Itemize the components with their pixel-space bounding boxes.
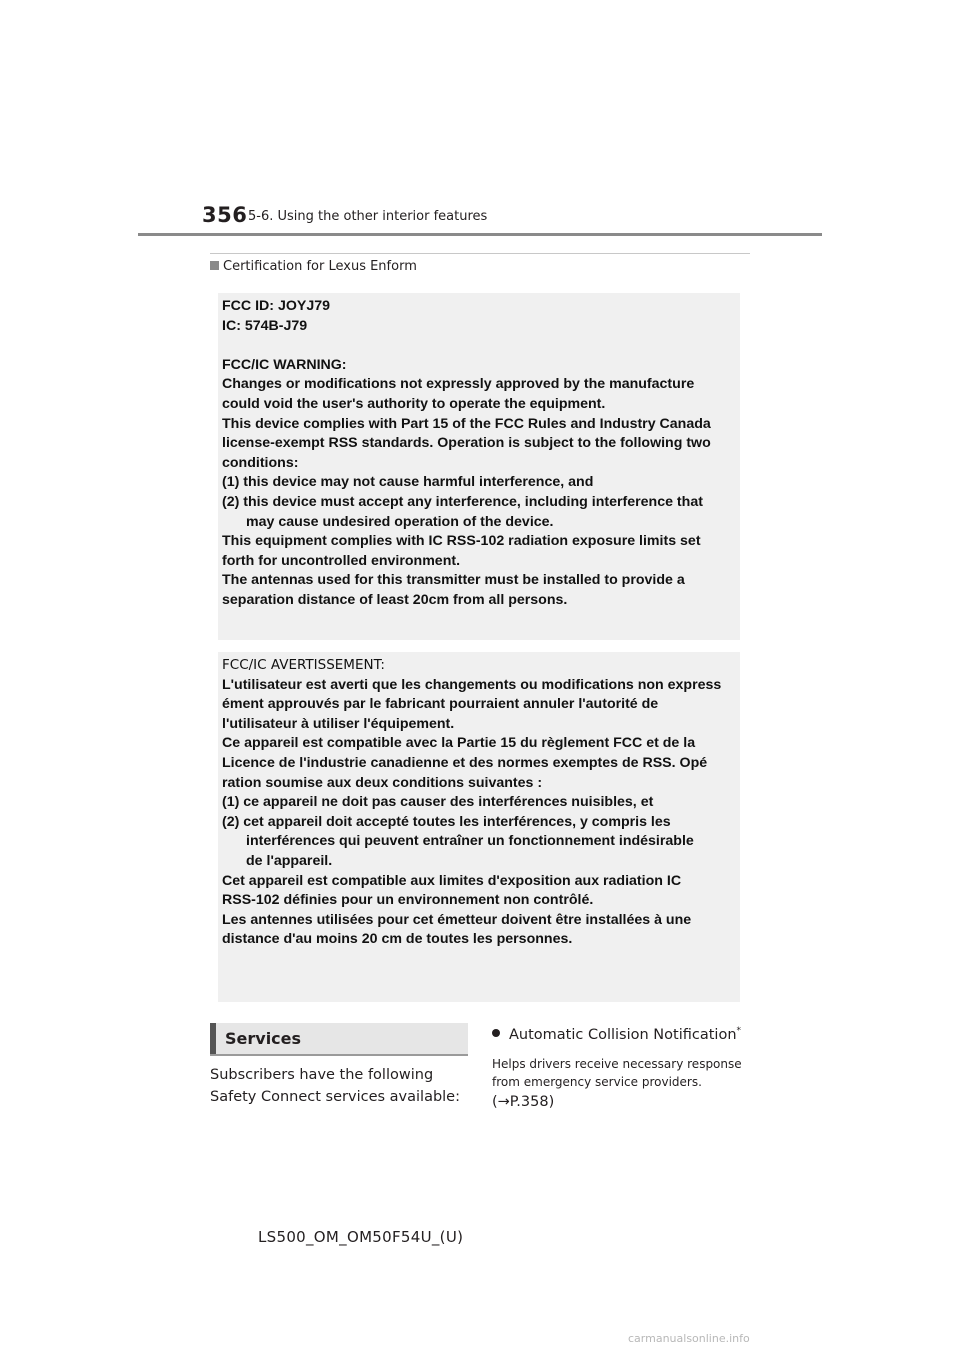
services-heading: Services <box>225 1029 302 1048</box>
fcc-line: could void the user's authority to operate the equipment. <box>222 395 606 412</box>
bullet-dot-icon <box>492 1029 500 1037</box>
fcc-fr-line: distance d'au moins 20 cm de toutes les personnes. <box>222 931 573 948</box>
service-item-automatic-collision-notification <box>492 1026 741 1043</box>
service-item-description: Helps drivers receive necessary response from emergency service providers. <box>492 1057 742 1089</box>
services-intro-text: Subscribers have the following Safety Connect services available: <box>210 1067 460 1105</box>
fcc-line: FCC ID: JOYJ79 <box>222 298 331 314</box>
watermark: carmanualsonline.info <box>628 1332 750 1345</box>
fcc-line: conditions: <box>222 454 299 471</box>
fcc-line: license-exempt RSS standards. Operation is subject to the following two <box>222 435 711 452</box>
fcc-fr-line: Ce appareil est compatible avec la Partie 15 du règlement FCC et de la <box>222 735 696 752</box>
services-heading-box <box>210 1023 468 1056</box>
fcc-line: separation distance of least 20cm from all persons. <box>222 591 568 608</box>
fcc-line: Changes or modifications not expressly approved by the manufacture <box>222 376 695 393</box>
certification-heading <box>210 259 417 274</box>
asterisk-mark: * <box>736 1026 742 1036</box>
services-heading-accent-bar <box>210 1023 216 1054</box>
fcc-fr-line: FCC/IC AVERTISSEMENT: <box>222 657 385 673</box>
fcc-fr-line: de l'appareil. <box>246 852 333 869</box>
fcc-line: (1) this device may not cause harmful interference, and <box>222 474 594 491</box>
fcc-fr-line: RSS-102 définies pour un environnement non contrôlé. <box>222 892 594 909</box>
page-number: 356 <box>202 203 248 227</box>
header-divider <box>138 233 822 236</box>
fcc-fr-line: L'utilisateur est averti que les changements ou modifications non express <box>222 676 722 693</box>
fcc-line: may cause undesired operation of the device. <box>246 513 554 530</box>
fcc-french-label-image <box>218 652 740 1002</box>
fcc-fr-line: (2) cet appareil doit accepté toutes les interférences, y compris les <box>222 813 671 830</box>
fcc-line: forth for uncontrolled environment. <box>222 552 461 569</box>
fcc-english-label-image <box>218 293 740 640</box>
section-title: 5-6. Using the other interior features <box>248 209 488 224</box>
subsection-divider <box>210 253 750 254</box>
fcc-line-gap <box>222 336 740 356</box>
fcc-line: The antennas used for this transmitter must be installed to provide a <box>222 572 685 589</box>
fcc-fr-line: interférences qui peuvent entraîner un fonctionnement indésirable <box>246 833 694 850</box>
fcc-line: This device complies with Part 15 of the FCC Rules and Industry Canada <box>222 415 711 432</box>
fcc-fr-line: ément approuvés par le fabricant pourraient annuler l'autorité de <box>222 696 659 713</box>
fcc-line: FCC/IC WARNING: <box>222 356 347 373</box>
fcc-fr-line: Cet appareil est compatible aux limites d'exposition aux radiation IC <box>222 872 682 889</box>
fcc-fr-line: (1) ce appareil ne doit pas causer des interférences nuisibles, et <box>222 794 654 811</box>
manual-code: LS500_OM_OM50F54U_(U) <box>258 1228 464 1246</box>
service-item-title: Automatic Collision Notification <box>509 1026 737 1043</box>
fcc-line: (2) this device must accept any interference, including interference that <box>222 493 703 510</box>
page-reference-link[interactable]: (→P.358) <box>492 1094 555 1110</box>
fcc-fr-line: Licence de l'industrie canadienne et des normes exemptes de RSS. Opé <box>222 754 708 771</box>
certification-heading-text: Certification for Lexus Enform <box>223 259 417 274</box>
square-bullet-icon <box>210 261 219 270</box>
fcc-line: IC: 574B-J79 <box>222 317 308 334</box>
fcc-fr-line: l'utilisateur à utiliser l'équipement. <box>222 715 455 732</box>
fcc-line: This equipment complies with IC RSS-102 radiation exposure limits set <box>222 533 701 550</box>
fcc-fr-line: Les antennes utilisées pour cet émetteur doivent être installées à une <box>222 911 692 928</box>
fcc-fr-line: ration soumise aux deux conditions suivantes : <box>222 774 543 791</box>
